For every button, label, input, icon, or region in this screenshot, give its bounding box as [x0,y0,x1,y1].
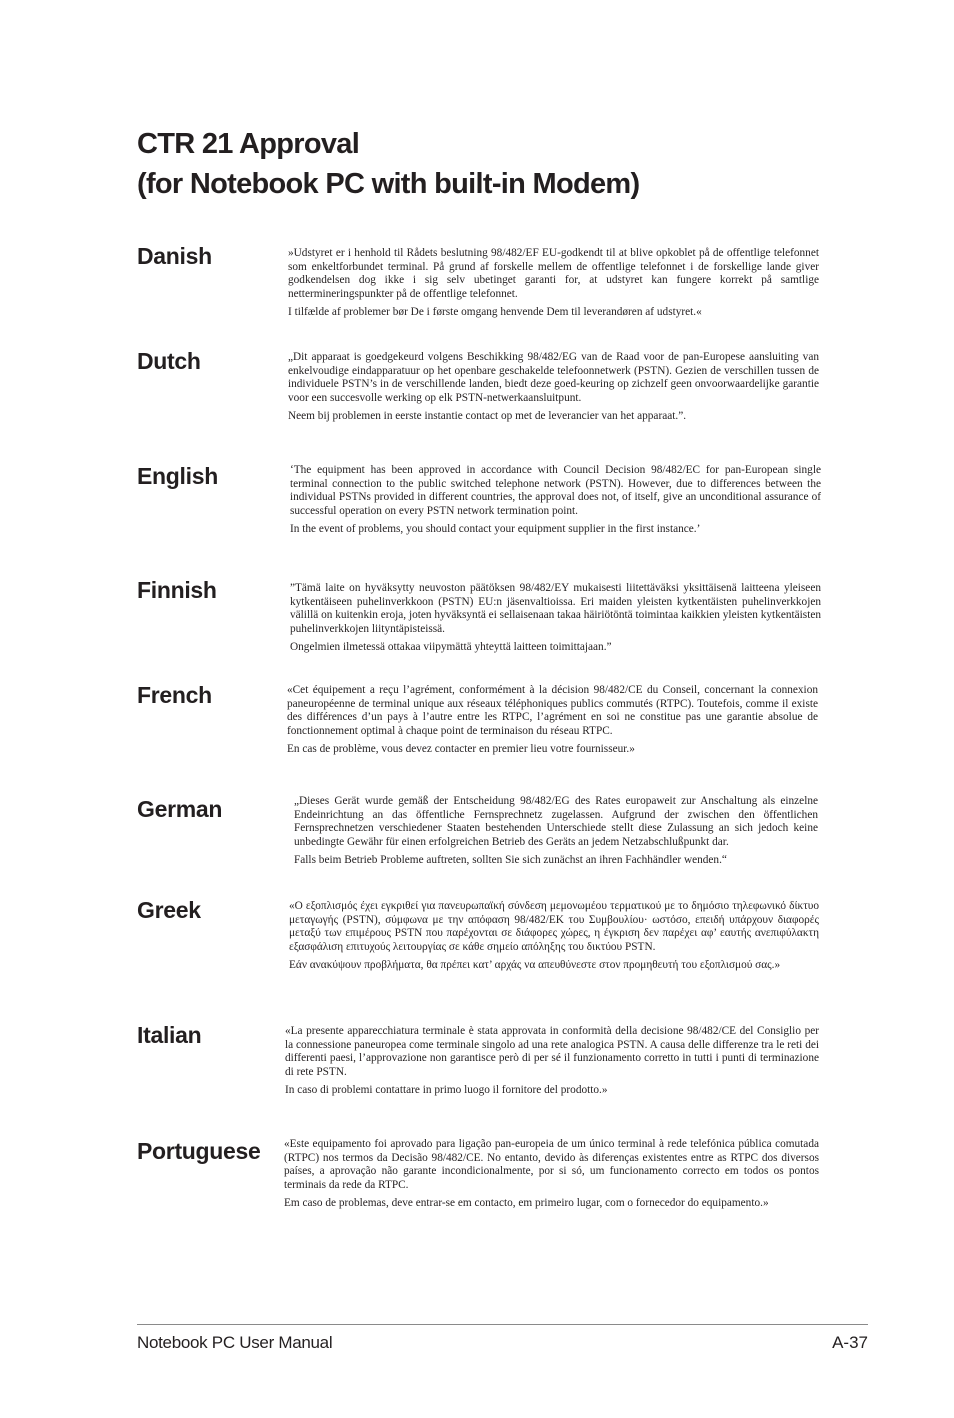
section-label-french: French [137,682,212,708]
section-label-portuguese: Portuguese [137,1138,261,1164]
footer-manual-title: Notebook PC User Manual [137,1333,333,1352]
section-text-french [287,684,818,757]
section-text-danish [288,247,819,320]
section-label-danish: Danish [137,243,212,269]
page-title [137,124,837,204]
section-text-german [294,795,818,868]
section-text-italian [285,1025,819,1098]
paragraph: «Ο εξοπλισμός έχει εγκριθεί για πανευρωπαϊκή σύνδεση μεμονωμέου τερματικού με το δημόσιο τηλεφωνικό δίκτυο μεταγωγής (PSTN), σύμφωνα με την απόφαση 98/482/ΕΚ του Συμβουλίου· ωστόσο, επειδή υπάρχουν διαφορές μεταξύ των επιμέρους PSTN που παρέχονται σε διάφορες χώρες, η έγκριση δεν παρέχει αφ’ εαυτής ανεπιφύλακτη εξασφάλιση επιτυχούς λειτουργίας σε κάθε σημείο απόληξης του δικτύου PSTN. [289,900,819,953]
footer-page-number: A-37 [832,1333,868,1352]
section-label-dutch: Dutch [137,348,201,374]
page-title-line-2: (for Notebook PC with built-in Modem) [137,168,640,200]
paragraph: Εάν ανακύψουν προβλήματα, θα πρέπει κατ’ αρχάς να απευθύνεστε στον προμηθευτή του εξοπλισμού σας.» [289,959,781,972]
footer-divider [137,1324,868,1325]
paragraph: «Este equipamento foi aprovado para ligação pan-europeia de um único terminal à rede telefónica pública comutada (RTPC) nos termos da Decisão 98/482/CE. No entanto, devido às diferenças existentes entre as RTPC dos diversos países, a aprovação não garante incondicionalmente, por si só, um funcionamento correcto em todos os pontos terminais da rede da RTPC. [284,1138,819,1191]
section-text-portuguese [284,1138,819,1211]
paragraph: »Udstyret er i henhold til Rådets beslutning 98/482/EF EU-godkendt til at blive opkoblet på de offentlige telefonnet som enkeltforbundet terminal. På grund af forskelle mellem de offentlige telefonnet i de forskellige lande giver godkendelsen dog ikke i sig selv ubetinget garanti for, at udstyret kan fungere korrekt på samtlige nettermineringspunkter på de offentlige telefonnet. [288,247,819,300]
section-label-finnish: Finnish [137,577,217,603]
section-text-greek [289,900,819,973]
section-text-finnish [290,582,821,655]
paragraph: I tilfælde af problemer bør De i første omgang henvende Dem til leverandøren af udstyret.« [288,306,702,319]
section-text-english [290,464,821,537]
paragraph: «La presente apparecchiatura terminale è stata approvata in conformità della decisione 98/482/CE del Consiglio per la connessione paneuropea come terminale singolo ad una rete analogica PSTN. A causa delle differenze tra le reti dei differenti paesi, l’approvazione non garantisce però di per sé il funzionamento corretto in tutti i punti di terminazione di rete PSTN. [285,1025,819,1078]
paragraph: In caso di problemi contattare in primo luogo il fornitore del prodotto.» [285,1084,608,1097]
paragraph: Ongelmien ilmetessä ottakaa viipymättä yhteyttä laitteen toimittajaan.” [290,641,612,654]
paragraph: „Dieses Gerät wurde gemäß der Entscheidung 98/482/EG des Rates europaweit zur Anschaltung als einzelne Endeinrichtung an das öffentliche Fernsprechnetz zugelassen. Aufgrund der zwischen den öffentlichen Fernsprechnetzen verschiedener Staaten bestehenden Unterschiede stellt diese Zulassung an sich jedoch keine unbedingte Gewähr für einen erfolgreichen Betrieb des Geräts an jedem Netzabschlußpunkt dar. [294,795,818,848]
paragraph: In the event of problems, you should contact your equipment supplier in the first instance.’ [290,523,701,536]
section-text-dutch [288,351,819,424]
section-label-english: English [137,463,218,489]
page-title-line-1: CTR 21 Approval [137,128,360,160]
paragraph: ”Tämä laite on hyväksytty neuvoston päätöksen 98/482/EY mukaisesti liitettäväksi yksittäisenä laitteena yleiseen kytkentäiseen puhelinverkkoon (PSTN) EU:n jäsenvaltioissa. Eri maiden yleisten kytkentäisten puhelinverkkojen välillä on kuitenkin eroja, joten hyväksyntä ei sellaisenaan takaa häiriötöntä toimintaa kaikkien yleisten kytkentäisten puhelinverkkojen liityntäpisteissä. [290,582,821,635]
paragraph: „Dit apparaat is goedgekeurd volgens Beschikking 98/482/EG van de Raad voor de pan-Europese aansluiting van enkelvoudige eindapparatuur op het openbare geschakelde telefoonnetwerk (PSTN). Gezien de verschillen tussen de individuele PSTN’s in de verschillende landen, biedt deze goed-keuring op zichzelf geen onvoorwaardelijke garantie voor een succesvolle werking op elk PSTN-netwerkaansluitpunt. [288,351,819,404]
paragraph: ‘The equipment has been approved in accordance with Council Decision 98/482/EC for pan-European single terminal connection to the public switched telephone network (PSTN). However, due to differences between the individual PSTNs provided in different countries, the approval does not, of itself, give an unconditional assurance of successful operation on every PSTN network termination point. [290,464,821,517]
section-label-italian: Italian [137,1022,202,1048]
paragraph: Falls beim Betrieb Probleme auftreten, sollten Sie sich zunächst an ihren Fachhändler wenden.“ [294,854,727,867]
paragraph: Em caso de problemas, deve entrar-se em contacto, em primeiro lugar, com o fornecedor do equipamento.» [284,1197,769,1210]
paragraph: «Cet équipement a reçu l’agrément, conformément à la décision 98/482/CE du Conseil, concernant la connexion paneuropéenne de terminal unique aux réseaux téléphoniques publics commutés (RTPC). Toutefois, comme il existe des différences d’un pays à l’autre entre les RTPC, l’agrément en soi ne constitue pas une garantie absolue de fonctionnement optimal à chaque point de terminaison du réseau RTPC. [287,684,818,737]
paragraph: En cas de problème, vous devez contacter en premier lieu votre fournisseur.» [287,743,635,756]
section-label-greek: Greek [137,897,201,923]
paragraph: Neem bij problemen in eerste instantie contact op met de leverancier van het apparaat.”. [288,410,687,423]
section-label-german: German [137,796,223,822]
